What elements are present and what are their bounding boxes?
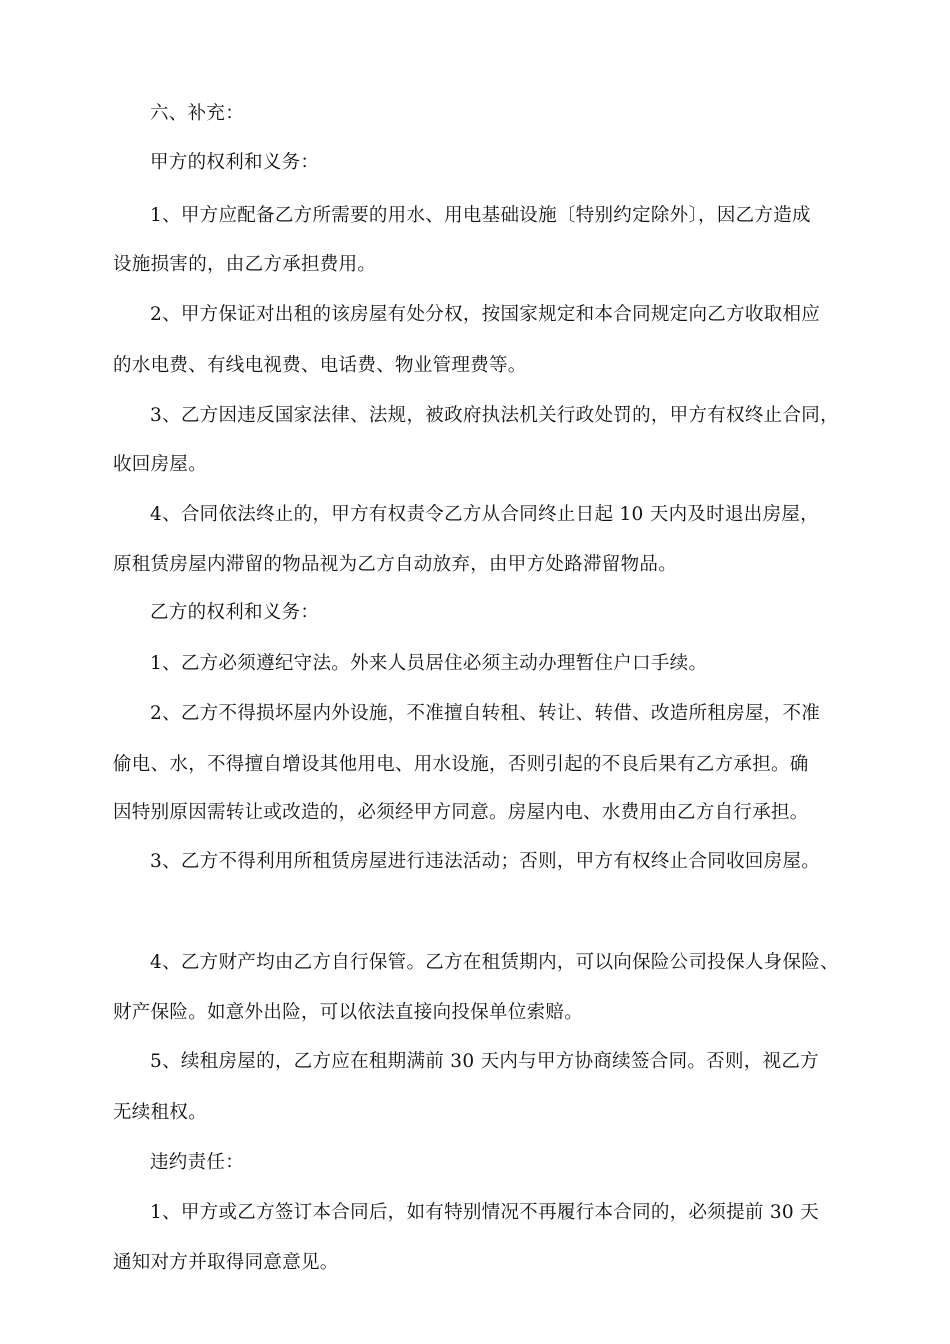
- paragraph-line: 1、甲方应配备乙方所需要的用水、用电基础设施〔特别约定除外〕，因乙方造成: [150, 205, 811, 226]
- paragraph-line: 偷电、水，不得擅自增设其他用电、用水设施，否则引起的不良后果有乙方承担。确: [113, 754, 809, 775]
- subheading-party-b-rights: 乙方的权利和义务：: [150, 602, 320, 623]
- paragraph-line: 1、乙方必须遵纪守法。外来人员居住必须主动办理暂住户口手续。: [150, 653, 708, 674]
- paragraph-line: 5、续租房屋的，乙方应在租期满前 30 天内与甲方协商续签合同。否则，视乙方: [150, 1051, 819, 1072]
- paragraph-line: 2、甲方保证对出租的该房屋有处分权，按国家规定和本合同规定向乙方收取相应: [150, 304, 821, 325]
- paragraph-line: 原租赁房屋内滞留的物品视为乙方自动放弃，由甲方处路滞留物品。: [113, 554, 678, 575]
- paragraph-line: 2、乙方不得损坏屋内外设施，不准擅自转租、转让、转借、改造所租房屋，不准: [150, 703, 821, 724]
- paragraph-line: 3、乙方因违反国家法律、法规，被政府执法机关行政处罚的，甲方有权终止合同，: [150, 405, 839, 426]
- paragraph-line: 设施损害的，由乙方承担费用。: [113, 254, 377, 275]
- paragraph-line: 4、合同依法终止的，甲方有权责令乙方从合同终止日起 10 天内及时退出房屋，: [150, 504, 819, 525]
- paragraph-line: 因特别原因需转让或改造的，必须经甲方同意。房屋内电、水费用由乙方自行承担。: [113, 802, 809, 823]
- paragraph-line: 1、甲方或乙方签订本合同后，如有特别情况不再履行本合同的，必须提前 30 天: [150, 1202, 819, 1223]
- paragraph-line: 4、乙方财产均由乙方自行保管。乙方在租赁期内，可以向保险公司投保人身保险、: [150, 952, 839, 973]
- paragraph-line: 收回房屋。: [113, 454, 208, 475]
- paragraph-line: 无续租权。: [113, 1102, 208, 1123]
- paragraph-line: 的水电费、有线电视费、电话费、物业管理费等。: [113, 355, 527, 376]
- subheading-breach-liability: 违约责任：: [150, 1152, 245, 1173]
- subheading-party-a-rights: 甲方的权利和义务：: [150, 152, 320, 173]
- paragraph-line: 通知对方并取得同意意见。: [113, 1252, 339, 1273]
- section-heading-supplement: 六、补充：: [150, 103, 245, 124]
- paragraph-line: 3、乙方不得利用所租赁房屋进行违法活动；否则，甲方有权终止合同收回房屋。: [150, 851, 821, 872]
- paragraph-line: 财产保险。如意外出险，可以依法直接向投保单位索赔。: [113, 1002, 584, 1023]
